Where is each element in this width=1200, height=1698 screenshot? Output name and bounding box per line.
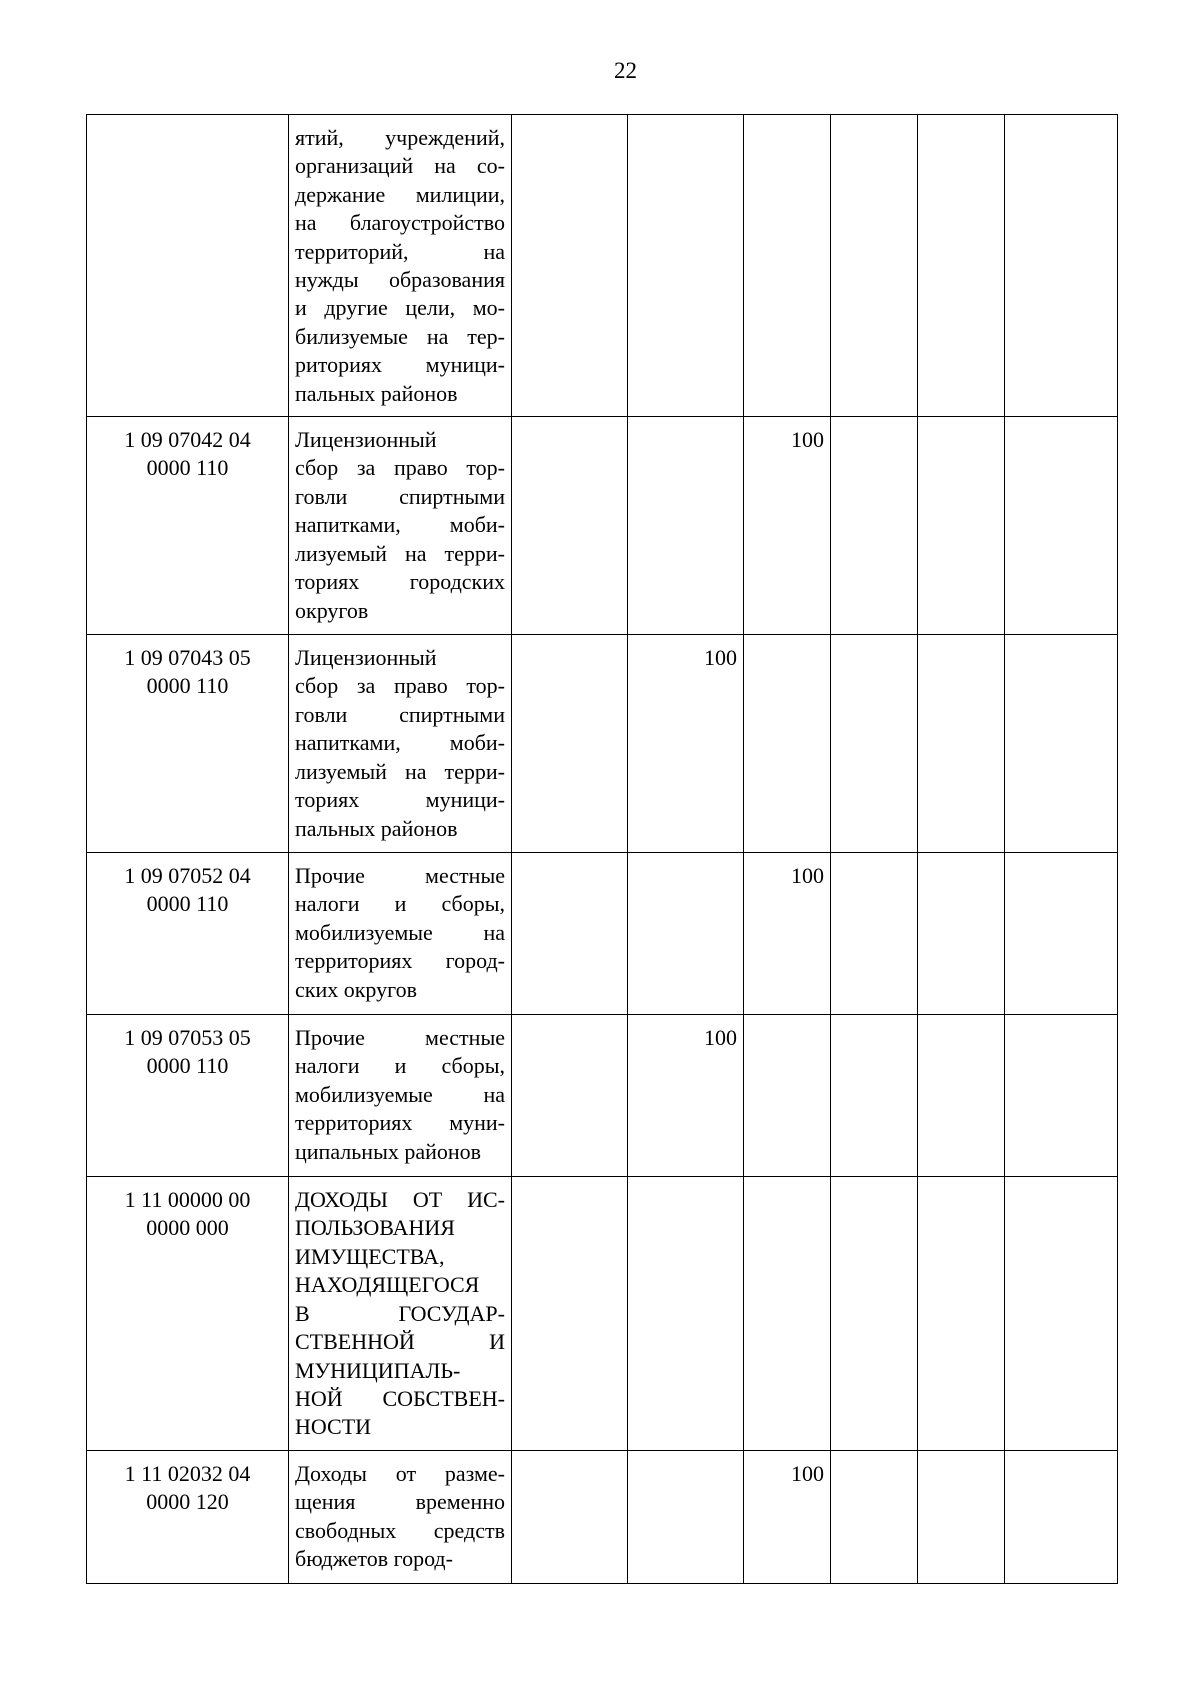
percent-cell: [918, 1450, 1005, 1583]
revenue-name-line: налоги и сборы,: [295, 1053, 505, 1079]
percent-cell: [1005, 115, 1118, 417]
percent-cell: [831, 115, 918, 417]
revenue-name-line: щения временно: [295, 1489, 505, 1515]
revenue-name-line: Лицензионный: [295, 645, 437, 671]
table-row: [87, 853, 1118, 1015]
revenue-name-line: мобилизуемые на: [295, 1081, 505, 1107]
percent-cell: [1005, 1015, 1118, 1177]
percent-cell: [512, 417, 628, 635]
revenue-code-line: 0000 120: [146, 1489, 229, 1515]
revenue-code-line: 1 09 07052 04: [124, 863, 251, 889]
revenue-name-line: ториях городских: [295, 569, 505, 595]
revenue-name-line: говли спиртными: [295, 701, 505, 727]
revenue-name-line: НОЙ СОБСТВЕН-: [295, 1385, 505, 1411]
revenue-name-cell: [289, 1015, 512, 1177]
percent-cell: [918, 1177, 1005, 1451]
revenue-name-line: Прочие местные: [295, 863, 505, 889]
revenue-name-line: НАХОДЯЩЕГОСЯ: [295, 1272, 480, 1298]
revenue-name-line: пальных районов: [295, 815, 458, 841]
revenue-name-line: пальных районов: [295, 380, 458, 406]
revenue-code-cell: [87, 417, 289, 635]
percent-cell: [831, 853, 918, 1015]
revenue-name-line: сбор за право тор-: [295, 455, 505, 481]
percent-cell: [1005, 1177, 1118, 1451]
revenue-name-line: билизуемые на тер-: [295, 323, 505, 349]
revenue-code-cell: [87, 853, 289, 1015]
revenue-name-line: Доходы от разме-: [295, 1460, 505, 1486]
revenue-name-cell: [289, 1177, 512, 1451]
table-row: [87, 1015, 1118, 1177]
revenue-name-line: и другие цели, мо-: [295, 295, 505, 321]
percent-cell: [918, 1015, 1005, 1177]
percent-cell: [628, 115, 744, 417]
revenue-name-cell: [289, 635, 512, 853]
percent-cell: [918, 635, 1005, 853]
revenue-name-line: МУНИЦИПАЛЬ-: [295, 1357, 461, 1383]
percent-cell: [1005, 853, 1118, 1015]
revenue-name-cell: [289, 1450, 512, 1583]
revenue-name-line: нужды образования: [295, 267, 505, 293]
table-row: [87, 417, 1118, 635]
percent-cell: [918, 115, 1005, 417]
revenue-code-cell: [87, 1177, 289, 1451]
revenue-name-line: говли спиртными: [295, 483, 505, 509]
revenue-name-line: ПОЛЬЗОВАНИЯ: [295, 1215, 455, 1241]
revenue-name-line: лизуемый на терри-: [295, 540, 505, 566]
percent-cell: [512, 1015, 628, 1177]
revenue-name-line: ИМУЩЕСТВА,: [295, 1243, 445, 1269]
percent-cell: [831, 1015, 918, 1177]
revenue-name-line: округов: [295, 597, 369, 623]
revenue-name-line: организаций на со-: [295, 153, 505, 179]
table-row: [87, 1450, 1118, 1583]
revenue-name-line: держание милиции,: [295, 181, 505, 207]
revenue-name-line: территориях город-: [295, 948, 505, 974]
revenue-code-line: 0000 110: [146, 455, 229, 481]
revenue-code-line: 1 09 07042 04: [124, 427, 251, 453]
percent-cell: [512, 635, 628, 853]
percent-cell: 100: [628, 1015, 744, 1177]
percent-cell: 100: [628, 635, 744, 853]
revenue-code-cell: [87, 1015, 289, 1177]
revenue-name-line: налоги и сборы,: [295, 891, 505, 917]
revenue-name-line: мобилизуемые на: [295, 919, 505, 945]
revenue-code-line: 1 09 07053 05: [124, 1025, 251, 1051]
table-row: [87, 635, 1118, 853]
revenue-code-line: 0000 000: [146, 1215, 229, 1241]
percent-cell: [1005, 417, 1118, 635]
table-body: [87, 115, 1118, 1584]
revenue-code-line: 1 09 07043 05: [124, 645, 251, 671]
revenue-code-cell: [87, 115, 289, 417]
revenue-name-cell: [289, 115, 512, 417]
revenue-name-line: территориях муни-: [295, 1110, 505, 1136]
revenue-code-line: 1 11 00000 00: [124, 1187, 251, 1213]
revenue-name-line: НОСТИ: [295, 1414, 372, 1440]
revenue-name-line: напитками, моби-: [295, 512, 505, 538]
revenue-name-line: сбор за право тор-: [295, 673, 505, 699]
revenue-name-cell: [289, 417, 512, 635]
percent-cell: [628, 1177, 744, 1451]
percent-cell: [918, 417, 1005, 635]
revenue-name-line: лизуемый на терри-: [295, 758, 505, 784]
percent-cell: [918, 853, 1005, 1015]
percent-cell: [512, 115, 628, 417]
percent-cell: [628, 1450, 744, 1583]
percent-cell: [628, 417, 744, 635]
revenue-name-cell: [289, 853, 512, 1015]
revenue-name-line: СТВЕННОЙ И: [295, 1329, 505, 1355]
revenue-distribution-table: [86, 114, 1118, 1584]
table-row: [87, 1177, 1118, 1451]
revenue-code-cell: [87, 1450, 289, 1583]
table-row: [87, 115, 1118, 417]
revenue-name-line: Лицензионный: [295, 427, 437, 453]
revenue-name-line: В ГОСУДАР-: [295, 1300, 505, 1326]
percent-cell: [744, 1177, 831, 1451]
revenue-code-line: 0000 110: [146, 673, 229, 699]
percent-cell: 100: [744, 417, 831, 635]
revenue-name-line: свободных средств: [295, 1517, 505, 1543]
percent-cell: [628, 853, 744, 1015]
percent-cell: [831, 1450, 918, 1583]
revenue-code-cell: [87, 635, 289, 853]
revenue-name-line: ДОХОДЫ ОТ ИС-: [295, 1187, 505, 1213]
percent-cell: [512, 853, 628, 1015]
percent-cell: [831, 635, 918, 853]
revenue-code-line: 0000 110: [146, 1053, 229, 1079]
revenue-code-line: 0000 110: [146, 891, 229, 917]
revenue-code-line: 1 11 02032 04: [124, 1460, 251, 1486]
revenue-name-line: на благоустройство: [295, 210, 505, 236]
percent-cell: [512, 1177, 628, 1451]
revenue-name-line: ских округов: [295, 976, 417, 1002]
revenue-name-line: ципальных районов: [295, 1138, 482, 1164]
percent-cell: [744, 1015, 831, 1177]
percent-cell: [512, 1450, 628, 1583]
percent-cell: 100: [744, 853, 831, 1015]
percent-cell: [744, 635, 831, 853]
revenue-name-line: ятий, учреждений,: [295, 125, 505, 150]
revenue-name-line: ториях муници-: [295, 787, 505, 813]
percent-cell: [1005, 1450, 1118, 1583]
percent-cell: 100: [744, 1450, 831, 1583]
revenue-name-line: бюджетов город-: [295, 1545, 453, 1571]
percent-cell: [1005, 635, 1118, 853]
revenue-name-line: территорий, на: [295, 238, 505, 264]
percent-cell: [831, 417, 918, 635]
percent-cell: [831, 1177, 918, 1451]
percent-cell: [744, 115, 831, 417]
revenue-name-line: Прочие местные: [295, 1025, 505, 1051]
revenue-name-line: напитками, моби-: [295, 730, 505, 756]
revenue-name-line: риториях муници-: [295, 352, 505, 378]
page-number: 22: [614, 58, 637, 83]
